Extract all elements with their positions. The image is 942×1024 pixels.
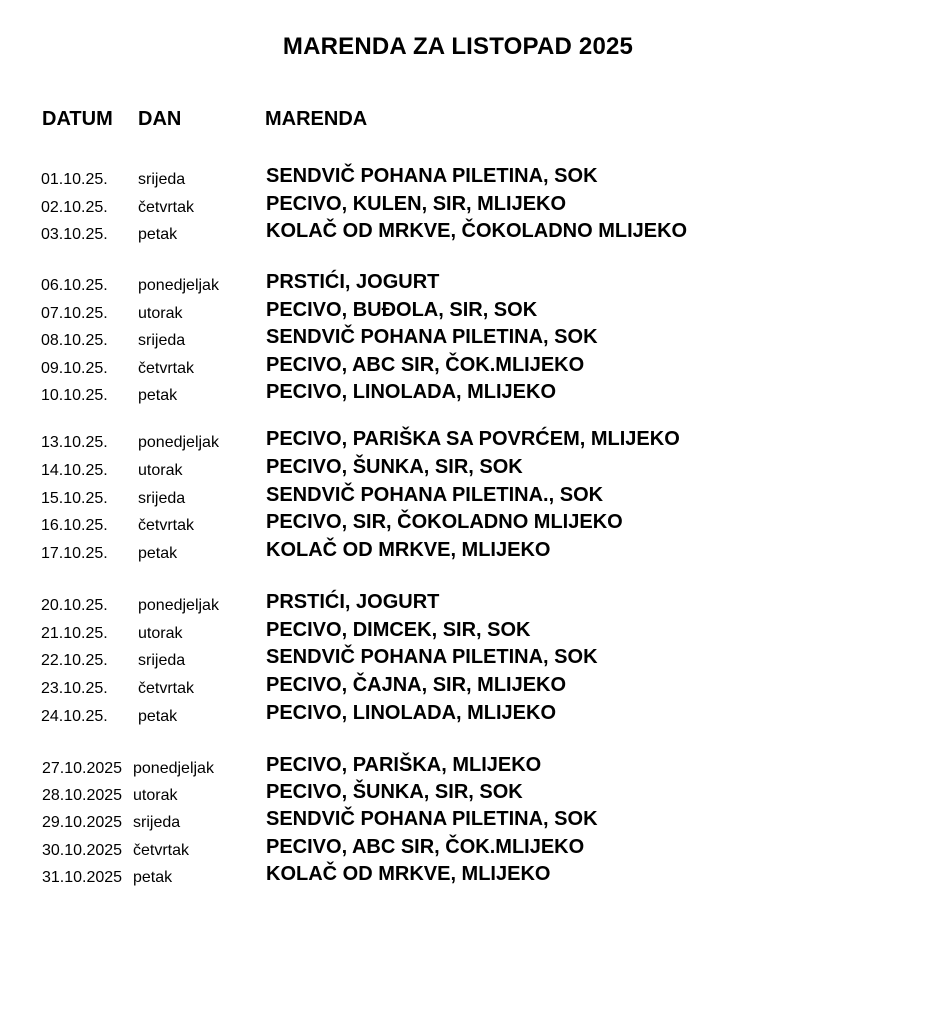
row-date: 07.10.25. [41, 305, 108, 322]
row-date: 09.10.25. [41, 360, 108, 377]
table-row [0, 808, 942, 836]
row-date: 31.10.2025 [42, 869, 123, 886]
column-header-marenda: MARENDA [265, 108, 368, 130]
row-day: petak [138, 708, 178, 725]
row-day: ponedjeljak [138, 597, 219, 614]
row-day: srijeda [138, 332, 186, 349]
row-day: utorak [138, 462, 183, 479]
table-row [0, 354, 942, 382]
row-day: srijeda [138, 652, 186, 669]
row-date: 23.10.25. [41, 680, 108, 697]
row-meal: SENDVIČ POHANA PILETINA, SOK [266, 326, 598, 348]
table-row [0, 456, 942, 484]
row-day: utorak [138, 625, 183, 642]
row-meal: PECIVO, ŠUNKA, SIR, SOK [266, 781, 523, 803]
row-day: ponedjeljak [133, 760, 214, 777]
table-row [0, 836, 942, 864]
row-date: 27.10.2025 [42, 760, 123, 777]
row-meal: PRSTIĆI, JOGURT [266, 271, 440, 293]
row-date: 22.10.25. [41, 652, 108, 669]
row-date: 14.10.25. [41, 462, 108, 479]
table-row [0, 781, 942, 809]
row-date: 28.10.2025 [42, 787, 123, 804]
row-date: 03.10.25. [41, 226, 108, 243]
row-date: 20.10.25. [41, 597, 108, 614]
row-meal: PECIVO, PARIŠKA SA POVRĆEM, MLIJEKO [266, 428, 680, 450]
table-row [0, 674, 942, 702]
row-day: petak [138, 387, 178, 404]
row-day: četvrtak [138, 680, 195, 697]
row-meal: PECIVO, ŠUNKA, SIR, SOK [266, 456, 523, 478]
row-meal: PECIVO, ABC SIR, ČOK.MLIJEKO [266, 836, 585, 858]
row-date: 08.10.25. [41, 332, 108, 349]
table-row [0, 511, 942, 539]
row-meal: PECIVO, KULEN, SIR, MLIJEKO [266, 193, 567, 215]
row-day: ponedjeljak [138, 434, 219, 451]
row-date: 10.10.25. [41, 387, 108, 404]
table-row [0, 754, 942, 782]
row-meal: PECIVO, LINOLADA, MLIJEKO [266, 702, 557, 724]
row-day: srijeda [138, 171, 186, 188]
row-date: 13.10.25. [41, 434, 108, 451]
table-row [0, 702, 942, 730]
row-day: ponedjeljak [138, 277, 219, 294]
row-day: petak [138, 545, 178, 562]
row-day: petak [133, 869, 173, 886]
row-meal: PECIVO, PARIŠKA, MLIJEKO [266, 754, 542, 776]
table-row [0, 539, 942, 567]
row-day: četvrtak [138, 199, 195, 216]
table-row [0, 220, 942, 248]
row-date: 16.10.25. [41, 517, 108, 534]
row-day: petak [138, 226, 178, 243]
table-row [0, 271, 942, 299]
table-row [0, 863, 942, 891]
row-meal: PECIVO, SIR, ČOKOLADNO MLIJEKO [266, 511, 623, 533]
row-meal: KOLAČ OD MRKVE, MLIJEKO [266, 539, 551, 561]
row-meal: SENDVIČ POHANA PILETINA, SOK [266, 646, 598, 668]
table-row [0, 381, 942, 409]
row-date: 29.10.2025 [42, 814, 123, 831]
row-date: 06.10.25. [41, 277, 108, 294]
column-header-datum: DATUM [42, 108, 113, 130]
row-day: utorak [138, 305, 183, 322]
table-row [0, 428, 942, 456]
row-meal: SENDVIČ POHANA PILETINA, SOK [266, 165, 598, 187]
column-header-dan: DAN [138, 108, 182, 130]
table-row [0, 619, 942, 647]
row-date: 17.10.25. [41, 545, 108, 562]
row-day: srijeda [138, 490, 186, 507]
table-row [0, 165, 942, 193]
table-row [0, 326, 942, 354]
row-meal: SENDVIČ POHANA PILETINA., SOK [266, 484, 604, 506]
row-date: 24.10.25. [41, 708, 108, 725]
row-day: četvrtak [138, 517, 195, 534]
row-meal: PECIVO, LINOLADA, MLIJEKO [266, 381, 557, 403]
row-meal: SENDVIČ POHANA PILETINA, SOK [266, 808, 598, 830]
table-row [0, 484, 942, 512]
row-meal: KOLAČ OD MRKVE, ČOKOLADNO MLIJEKO [266, 220, 688, 242]
row-date: 02.10.25. [41, 199, 108, 216]
row-date: 21.10.25. [41, 625, 108, 642]
row-date: 01.10.25. [41, 171, 108, 188]
row-meal: KOLAČ OD MRKVE, MLIJEKO [266, 863, 551, 885]
row-date: 15.10.25. [41, 490, 108, 507]
row-day: utorak [133, 787, 178, 804]
row-meal: PECIVO, ABC SIR, ČOK.MLIJEKO [266, 354, 585, 376]
page-title: MARENDA ZA LISTOPAD 2025 [282, 33, 634, 60]
table-row [0, 299, 942, 327]
row-date: 30.10.2025 [42, 842, 123, 859]
row-day: četvrtak [133, 842, 190, 859]
table-row [0, 591, 942, 619]
row-meal: PECIVO, BUĐOLA, SIR, SOK [266, 299, 538, 321]
row-meal: PECIVO, ČAJNA, SIR, MLIJEKO [266, 674, 567, 696]
table-row [0, 646, 942, 674]
table-row [0, 193, 942, 221]
row-meal: PECIVO, DIMCEK, SIR, SOK [266, 619, 531, 641]
row-day: četvrtak [138, 360, 195, 377]
row-day: srijeda [133, 814, 181, 831]
row-meal: PRSTIĆI, JOGURT [266, 591, 440, 613]
